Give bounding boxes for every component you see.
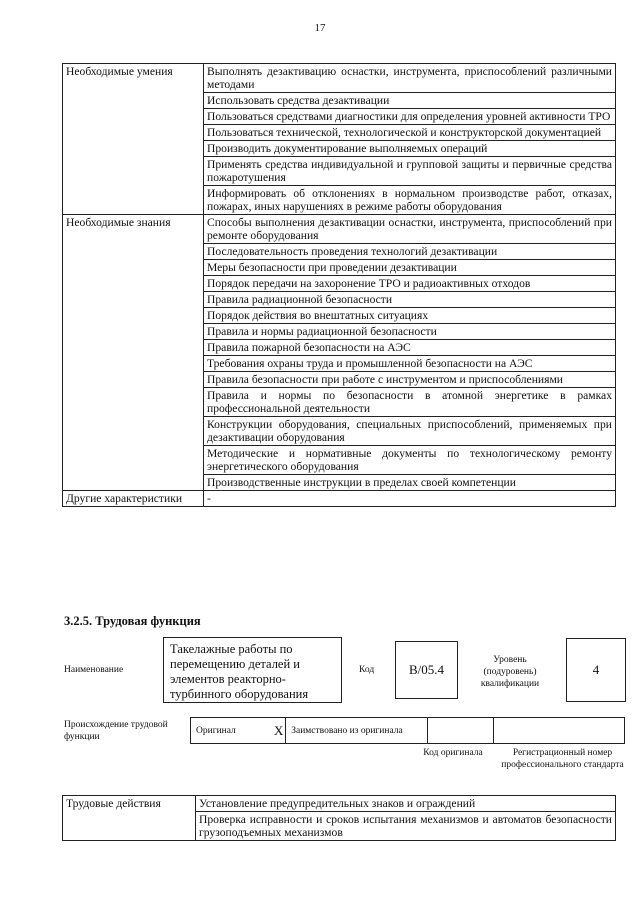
labor-action-item: Установление предупредительных знаков и ограждений xyxy=(196,796,616,812)
skills-label: Необходимые умения xyxy=(63,64,204,215)
origin-table xyxy=(190,717,625,744)
level-box: 4 xyxy=(566,638,626,702)
original-mark: X xyxy=(272,718,286,744)
knowledge-item: Правила безопасности при работе с инструментом и приспособлениями xyxy=(204,372,616,388)
knowledge-item: Меры безопасности при проведении дезактивации xyxy=(204,260,616,276)
knowledge-label: Необходимые знания xyxy=(63,215,204,491)
knowledge-item: Способы выполнения дезактивации оснастки, инструмента, приспособлений при ремонте оборудования xyxy=(204,215,616,244)
skill-item: Производить документирование выполняемых операций xyxy=(204,141,616,157)
section-title: 3.2.5. Трудовая функция xyxy=(64,614,201,628)
table-row xyxy=(63,64,616,93)
code-label: Код xyxy=(359,665,375,675)
skill-item: Информировать об отклонениях в нормальном производстве работ, отказах, пожарах, иных нарушениях в режиме работы оборудования xyxy=(204,186,616,215)
reg-number-caption: Регистрационный номер профессионального стандарта xyxy=(501,748,624,770)
knowledge-item: Порядок передачи на захоронение ТРО и радиоактивных отходов xyxy=(204,276,616,292)
code-box: B/05.4 xyxy=(395,641,458,699)
table-row xyxy=(191,718,625,744)
skill-item: Выполнять дезактивацию оснастки, инструмента, приспособлений различными методами xyxy=(204,64,616,93)
reg-number-cell xyxy=(494,718,625,744)
knowledge-item: Требования охраны труда и промышленной безопасности на АЭС xyxy=(204,356,616,372)
name-label: Наименование xyxy=(64,665,124,675)
knowledge-item: Последовательность проведения технологий дезактивации xyxy=(204,244,616,260)
skill-item: Использовать средства дезактивации xyxy=(204,93,616,109)
code-original-cell xyxy=(427,718,493,744)
knowledge-item: Правила пожарной безопасности на АЭС xyxy=(204,340,616,356)
knowledge-item: Производственные инструкции в пределах своей компетенции xyxy=(204,475,616,491)
knowledge-item: Правила и нормы по безопасности в атомной энергетике в рамках профессиональной деятельности xyxy=(204,388,616,417)
original-label: Оригинал xyxy=(191,718,273,744)
other-characteristics-value: - xyxy=(204,491,616,507)
skill-item: Применять средства индивидуальной и групповой защиты и первичные средства пожаротушения xyxy=(204,157,616,186)
borrowed-label: Заимствовано из оригинала xyxy=(286,718,428,744)
labor-action-item: Проверка исправности и сроков испытания механизмов и автоматов безопасности грузоподъемных механизмов xyxy=(196,812,616,841)
knowledge-item: Конструкции оборудования, специальных приспособлений, применяемых при дезактивации оборудования xyxy=(204,417,616,446)
table-row xyxy=(63,491,616,507)
labor-actions-label: Трудовые действия xyxy=(63,796,196,841)
knowledge-item: Порядок действия во внештатных ситуациях xyxy=(204,308,616,324)
skill-item: Пользоваться технической, технологической и конструкторской документацией xyxy=(204,125,616,141)
knowledge-item: Правила и нормы радиационной безопасности xyxy=(204,324,616,340)
other-characteristics-label: Другие характеристики xyxy=(63,491,204,507)
table-row xyxy=(63,796,616,812)
function-name-box: Такелажные работы по перемещению деталей и элементов реакторно-турбинного оборудования xyxy=(163,637,342,703)
knowledge-item: Методические и нормативные документы по технологическому ремонту энергетического оборудования xyxy=(204,446,616,475)
skill-item: Пользоваться средствами диагностики для определения уровней активности ТРО xyxy=(204,109,616,125)
labor-actions-table xyxy=(62,795,616,841)
page-number: 17 xyxy=(314,22,326,34)
origin-label: Происхождение трудовой функции xyxy=(64,720,168,742)
knowledge-item: Правила радиационной безопасности xyxy=(204,292,616,308)
level-label: Уровень (подуровень) квалификации xyxy=(480,655,540,689)
table-row xyxy=(63,215,616,244)
requirements-table xyxy=(62,63,616,507)
code-original-caption: Код оригинала xyxy=(423,748,483,758)
